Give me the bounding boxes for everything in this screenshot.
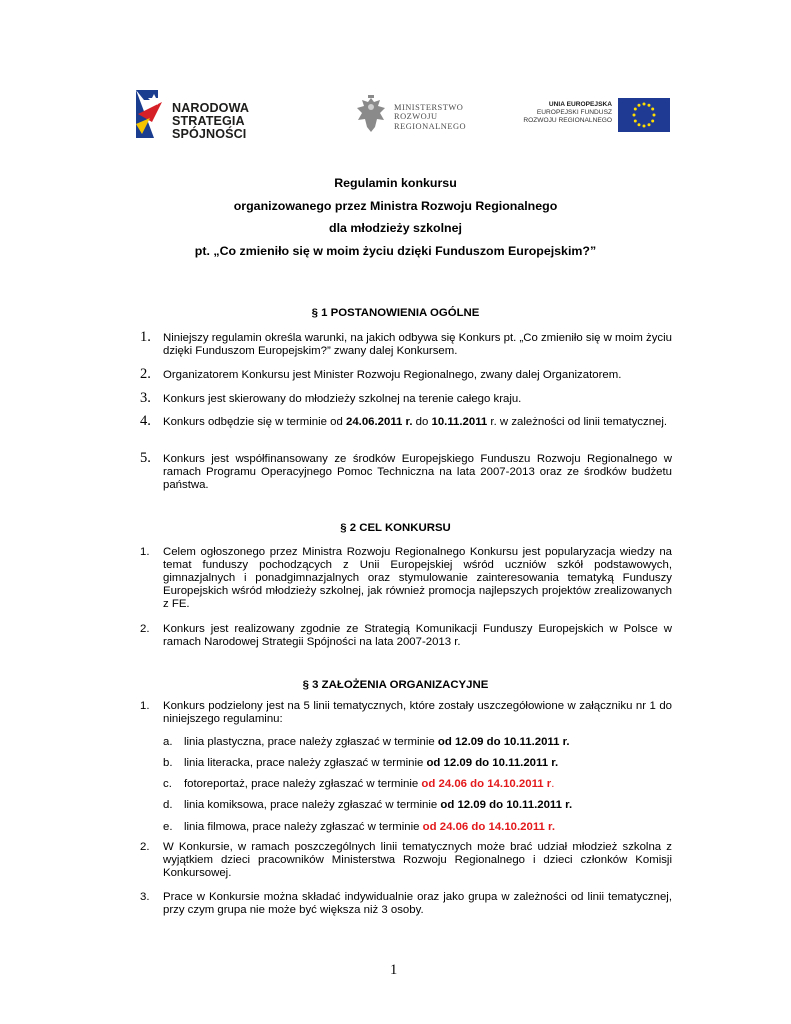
nss-emblem-icon xyxy=(132,88,168,140)
s3-item-3 xyxy=(140,891,672,917)
s1-item-2 xyxy=(140,366,672,382)
s1-item-4-post: r. w zależności od linii tematycznej. xyxy=(487,416,668,428)
s1-item-3-num: 3. xyxy=(140,390,151,406)
s3-item-1-num: 1. xyxy=(140,700,150,712)
s3-sub-a-num: a. xyxy=(163,736,173,748)
s3-sub-c-num: c. xyxy=(163,778,172,790)
s1-item-4 xyxy=(140,413,672,429)
s3-sub-d-dates: od 12.09 do 10.11.2011 r. xyxy=(440,799,573,811)
nss-logo-text xyxy=(172,102,322,141)
s3-sub-d xyxy=(163,799,672,812)
title-line2: organizowanego przez Ministra Rozwoju Regionalnego xyxy=(233,198,558,213)
nss-line2: STRATEGIA SPÓJNOŚCI xyxy=(172,114,247,141)
nss-line1: NARODOWA xyxy=(172,101,250,115)
nss-logo xyxy=(132,88,322,140)
s3-item-1 xyxy=(140,700,672,726)
s2-item-2-num: 2. xyxy=(140,623,150,635)
s1-item-5 xyxy=(140,450,672,492)
s2-item-1-text: Celem ogłoszonego przez Ministra Rozwoju Regionalnego Konkursu jest popularyzacja wiedzy na temat funduszy pochodzących z Unii Europejskiej wśród uczniów szkół podstawowych, gimnazjalnych i ponadgimnazjalnych oraz stymulowanie zainteresowania tematyką Funduszy Europejskich wśród młodzieży szkolnej, jak również promocja najlepszych projektów zrealizowanych z FE. xyxy=(163,546,672,610)
s3-sub-c-pre: fotoreportaż, prace należy zgłaszać w terminie xyxy=(184,778,422,790)
s3-sub-c-text xyxy=(184,778,672,791)
mrr-line3: REGIONALNEGO xyxy=(394,121,467,131)
s2-item-1 xyxy=(140,546,672,611)
s3-sub-c xyxy=(163,778,672,791)
s3-sub-a-pre: linia plastyczna, prace należy zgłaszać w terminie xyxy=(184,736,438,748)
s1-item-4-num: 4. xyxy=(140,413,151,429)
s1-item-5-text: Konkurs jest współfinansowany ze środków Europejskiego Funduszu Rozwoju Regionalnego w ramach Programu Operacyjnego Pomoc Techniczna na lata 2007-2013 oraz ze środków budżetu państwa. xyxy=(163,453,672,491)
s3-sub-e-text xyxy=(184,821,672,834)
ue-logo xyxy=(523,98,670,138)
ue-line1: UNIA EUROPEJSKA xyxy=(548,101,612,108)
polish-eagle-icon xyxy=(354,94,388,134)
document-title xyxy=(0,172,791,262)
s1-item-4-mid: do xyxy=(412,416,432,428)
s1-item-1-text: Niniejszy regulamin określa warunki, na jakich odbywa się Konkurs pt. „Co zmieniło się w moim życiu dzięki Funduszom Europejskim?” zwany dalej Konkursem. xyxy=(163,332,672,357)
s3-sub-a-text xyxy=(184,736,672,749)
s3-sub-c-post: . xyxy=(551,778,555,790)
s3-sub-d-text xyxy=(184,799,672,812)
s3-sub-e-num: e. xyxy=(163,821,173,833)
mrr-logo xyxy=(354,94,494,138)
s3-item-2-text: W Konkursie, w ramach poszczególnych linii tematycznych może brać udział młodzież szkolna z wyjątkiem dzieci pracowników Ministerstwa Rozwoju Regionalnego i dzieci członków Komisji Konkursowej. xyxy=(163,841,672,879)
s1-item-3 xyxy=(140,390,672,406)
s3-item-2 xyxy=(140,841,672,880)
s1-item-2-num: 2. xyxy=(140,366,151,382)
s3-sub-d-num: d. xyxy=(163,799,173,811)
s3-sub-e-dates: od 24.06 do 14.10.2011 r. xyxy=(422,821,556,833)
ue-line3: ROZWOJU REGIONALNEGO xyxy=(523,117,612,124)
title-line3: dla młodzieży szkolnej xyxy=(329,221,462,235)
s2-item-1-num: 1. xyxy=(140,546,150,558)
s3-item-3-text: Prace w Konkursie można składać indywidualnie oraz jako grupa w zależności od linii tematycznej, przy czym grupa nie może być większa niż 3 osoby. xyxy=(163,891,672,916)
s3-sub-b-pre: linia literacka, prace należy zgłaszać w terminie xyxy=(184,757,427,769)
s1-item-4-text xyxy=(163,416,672,429)
s3-item-2-num: 2. xyxy=(140,841,150,853)
ue-logo-text xyxy=(523,101,612,125)
s3-sub-d-pre: linia komiksowa, prace należy zgłaszać w terminie xyxy=(184,799,441,811)
section2-heading: § 2 CEL KONKURSU xyxy=(340,522,451,534)
eu-flag-icon xyxy=(618,98,670,132)
s3-sub-b xyxy=(163,757,672,770)
s1-item-4-pre: Konkurs odbędzie się w terminie od xyxy=(163,416,346,428)
section3-heading: § 3 ZAŁOŻENIA ORGANIZACYJNE xyxy=(302,679,489,691)
title-line1: Regulamin konkursu xyxy=(334,176,457,190)
s1-item-4-date1: 24.06.2011 r. xyxy=(345,416,413,428)
s3-item-1-text: Konkurs podzielony jest na 5 linii tematycznych, które zostały uszczegółowione w załączniku nr 1 do niniejszego regulaminu: xyxy=(163,700,672,725)
s1-item-3-text: Konkurs jest skierowany do młodzieży szkolnej na terenie całego kraju. xyxy=(163,393,522,405)
s3-sub-b-dates: od 12.09 do 10.11.2011 r. xyxy=(426,757,559,769)
s1-item-2-text: Organizatorem Konkursu jest Minister Rozwoju Regionalnego, zwany dalej Organizatorem. xyxy=(163,369,622,381)
section1-heading: § 1 POSTANOWIENIA OGÓLNE xyxy=(311,307,480,319)
mrr-line2: ROZWOJU xyxy=(394,112,438,122)
s3-item-3-num: 3. xyxy=(140,891,150,903)
s3-sub-b-num: b. xyxy=(163,757,173,769)
s3-sub-a xyxy=(163,736,672,749)
s3-sub-c-dates: od 24.06 do 14.10.2011 r xyxy=(421,778,552,790)
header-logos xyxy=(0,88,791,140)
page-number: 1 xyxy=(390,962,398,978)
mrr-logo-text xyxy=(394,103,466,131)
s1-item-1-num: 1. xyxy=(140,329,151,345)
title-line4: pt. „Co zmieniło się w moim życiu dzięki Funduszom Europejskim?” xyxy=(194,243,597,258)
s3-sub-a-dates: od 12.09 do 10.11.2011 r. xyxy=(437,736,570,748)
mrr-line1: MINISTERSTWO xyxy=(394,103,464,112)
s2-item-2-text: Konkurs jest realizowany zgodnie ze Strategią Komunikacji Funduszy Europejskich w Polsce w ramach Narodowej Strategii Spójności na lata 2007-2013 r. xyxy=(163,623,672,648)
s3-sub-b-text xyxy=(184,757,672,770)
s1-item-5-num: 5. xyxy=(140,450,151,466)
s2-item-2 xyxy=(140,623,672,649)
s3-sub-e-pre: linia filmowa, prace należy zgłaszać w terminie xyxy=(184,821,423,833)
s1-item-1 xyxy=(140,329,672,358)
s3-sub-e xyxy=(163,821,672,834)
s1-item-4-date2: 10.11.2011 xyxy=(431,416,488,428)
ue-line2: EUROPEJSKI FUNDUSZ xyxy=(536,109,612,116)
